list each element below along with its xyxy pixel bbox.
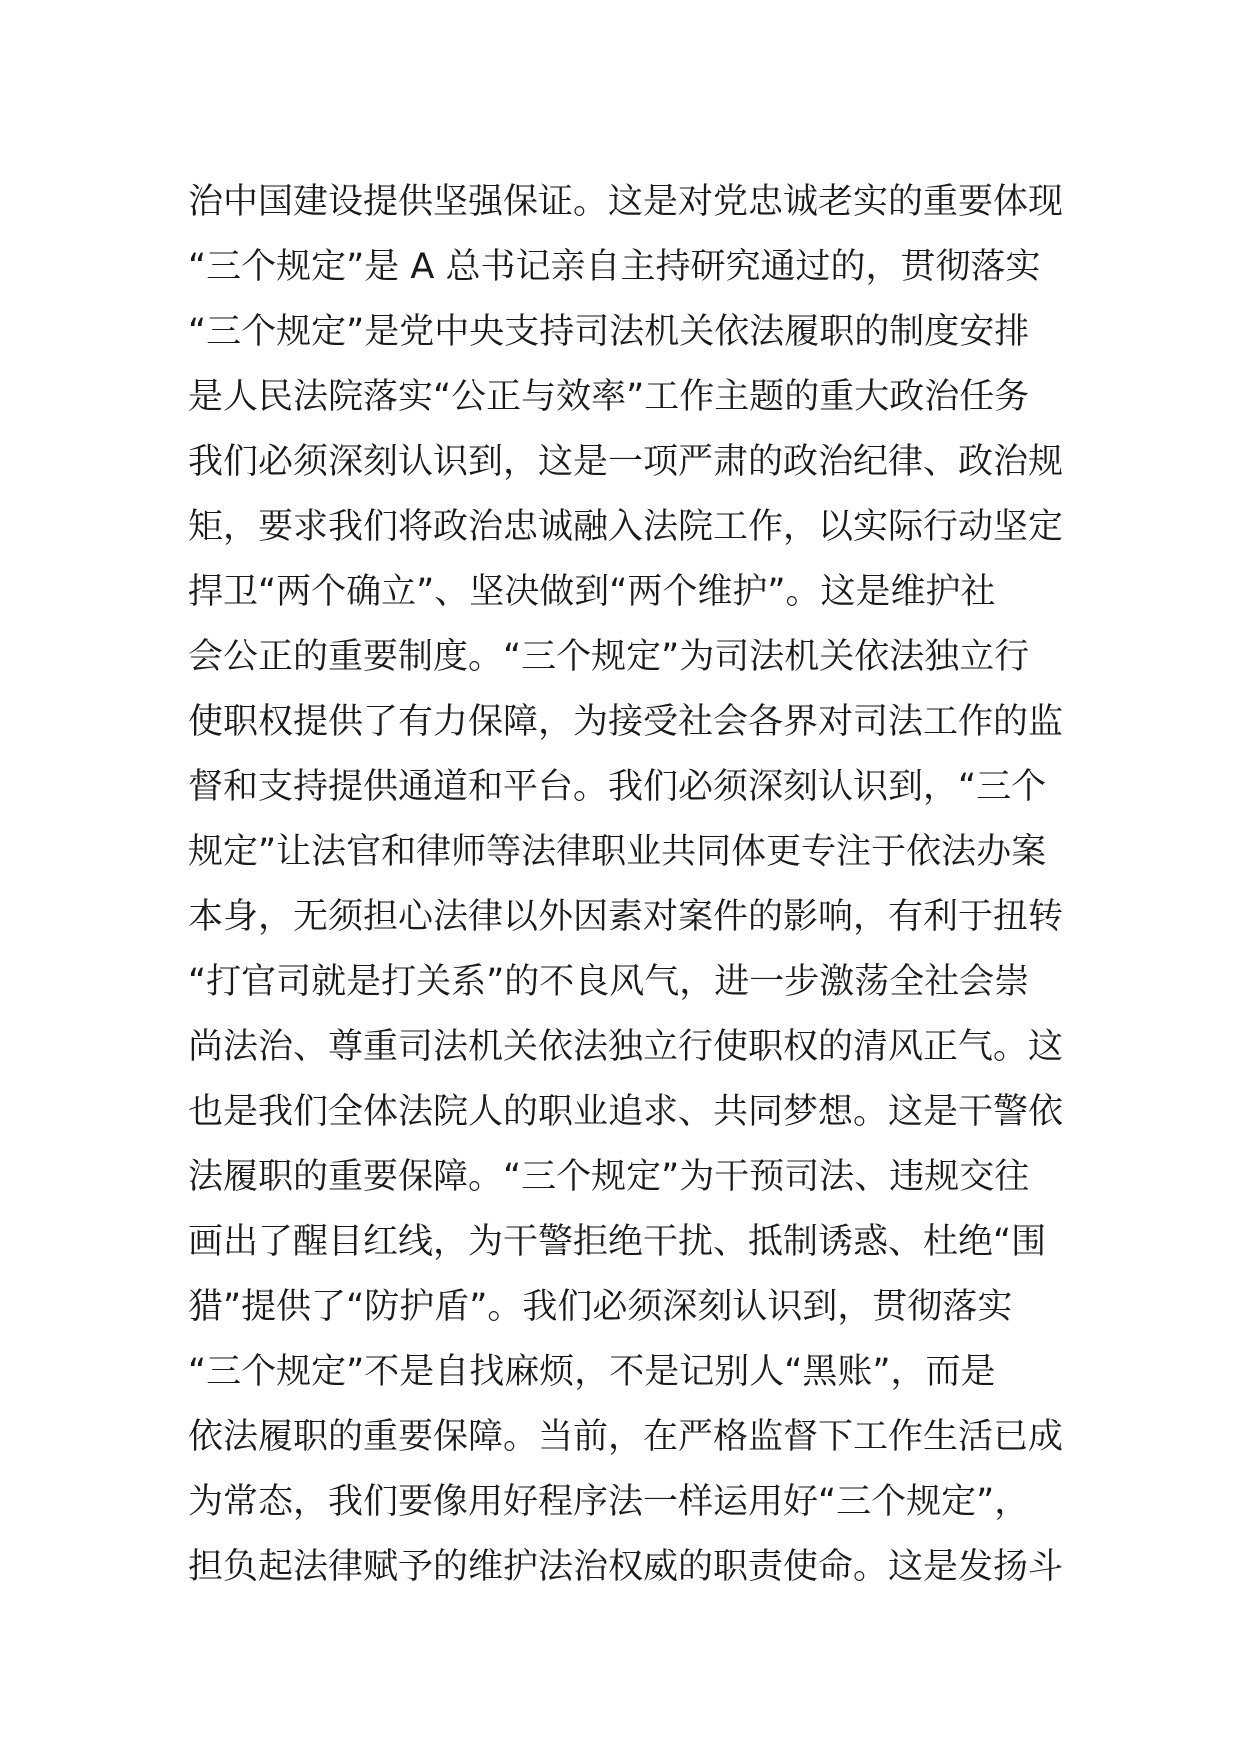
text-line: “打官司就是打关系”的不良风气，进一步激荡全社会崇 [188, 962, 1030, 1002]
text-line: 法履职的重要保障。“三个规定”为干预司法、违规交往 [188, 1157, 1030, 1197]
text-line: “三个规定”不是自找麻烦，不是记别人“黑账”，而是 [188, 1352, 996, 1392]
text-line: 我们必须深刻认识到，这是一项严肃的政治纪律、政治规 [188, 442, 1064, 482]
text-line: 捍卫“两个确立”、坚决做到“两个维护”。这是维护社 [188, 572, 996, 612]
text-line: 画出了醒目红线，为干警拒绝干扰、抵制诱惑、杜绝“围 [188, 1222, 1047, 1262]
text-line: “三个规定”是 A 总书记亲自主持研究通过的，贯彻落实 [188, 247, 1041, 287]
text-line: 担负起法律赋予的维护法治权威的职责使命。这是发扬斗 [188, 1547, 1064, 1587]
text-line: 使职权提供了有力保障，为接受社会各界对司法工作的监 [188, 702, 1064, 742]
text-line: 是人民法院落实“公正与效率”工作主题的重大政治任务 [188, 377, 1030, 417]
text-line: 也是我们全体法院人的职业追求、共同梦想。这是干警依 [188, 1092, 1064, 1132]
text-line: 尚法治、尊重司法机关依法独立行使职权的清风正气。这 [188, 1027, 1064, 1067]
text-line: 督和支持提供通道和平台。我们必须深刻认识到，“三个 [188, 767, 1047, 807]
text-line: “三个规定”是党中央支持司法机关依法履职的制度安排 [188, 312, 1030, 352]
text-line: 矩，要求我们将政治忠诚融入法院工作，以实际行动坚定 [188, 507, 1064, 547]
body-text [188, 170, 1068, 1600]
text-line: 会公正的重要制度。“三个规定”为司法机关依法独立行 [188, 637, 1030, 677]
text-line: 治中国建设提供坚强保证。这是对党忠诚老实的重要体现 [188, 182, 1064, 222]
text-line: 为常态，我们要像用好程序法一样运用好“三个规定”， [188, 1482, 1030, 1522]
text-line: 规定”让法官和律师等法律职业共同体更专注于依法办案 [188, 832, 1047, 872]
text-line: 猎”提供了“防护盾”。我们必须深刻认识到，贯彻落实 [188, 1287, 1013, 1327]
text-line: 依法履职的重要保障。当前，在严格监督下工作生活已成 [188, 1417, 1064, 1457]
text-line: 本身，无须担心法律以外因素对案件的影响，有利于扭转 [188, 897, 1064, 937]
